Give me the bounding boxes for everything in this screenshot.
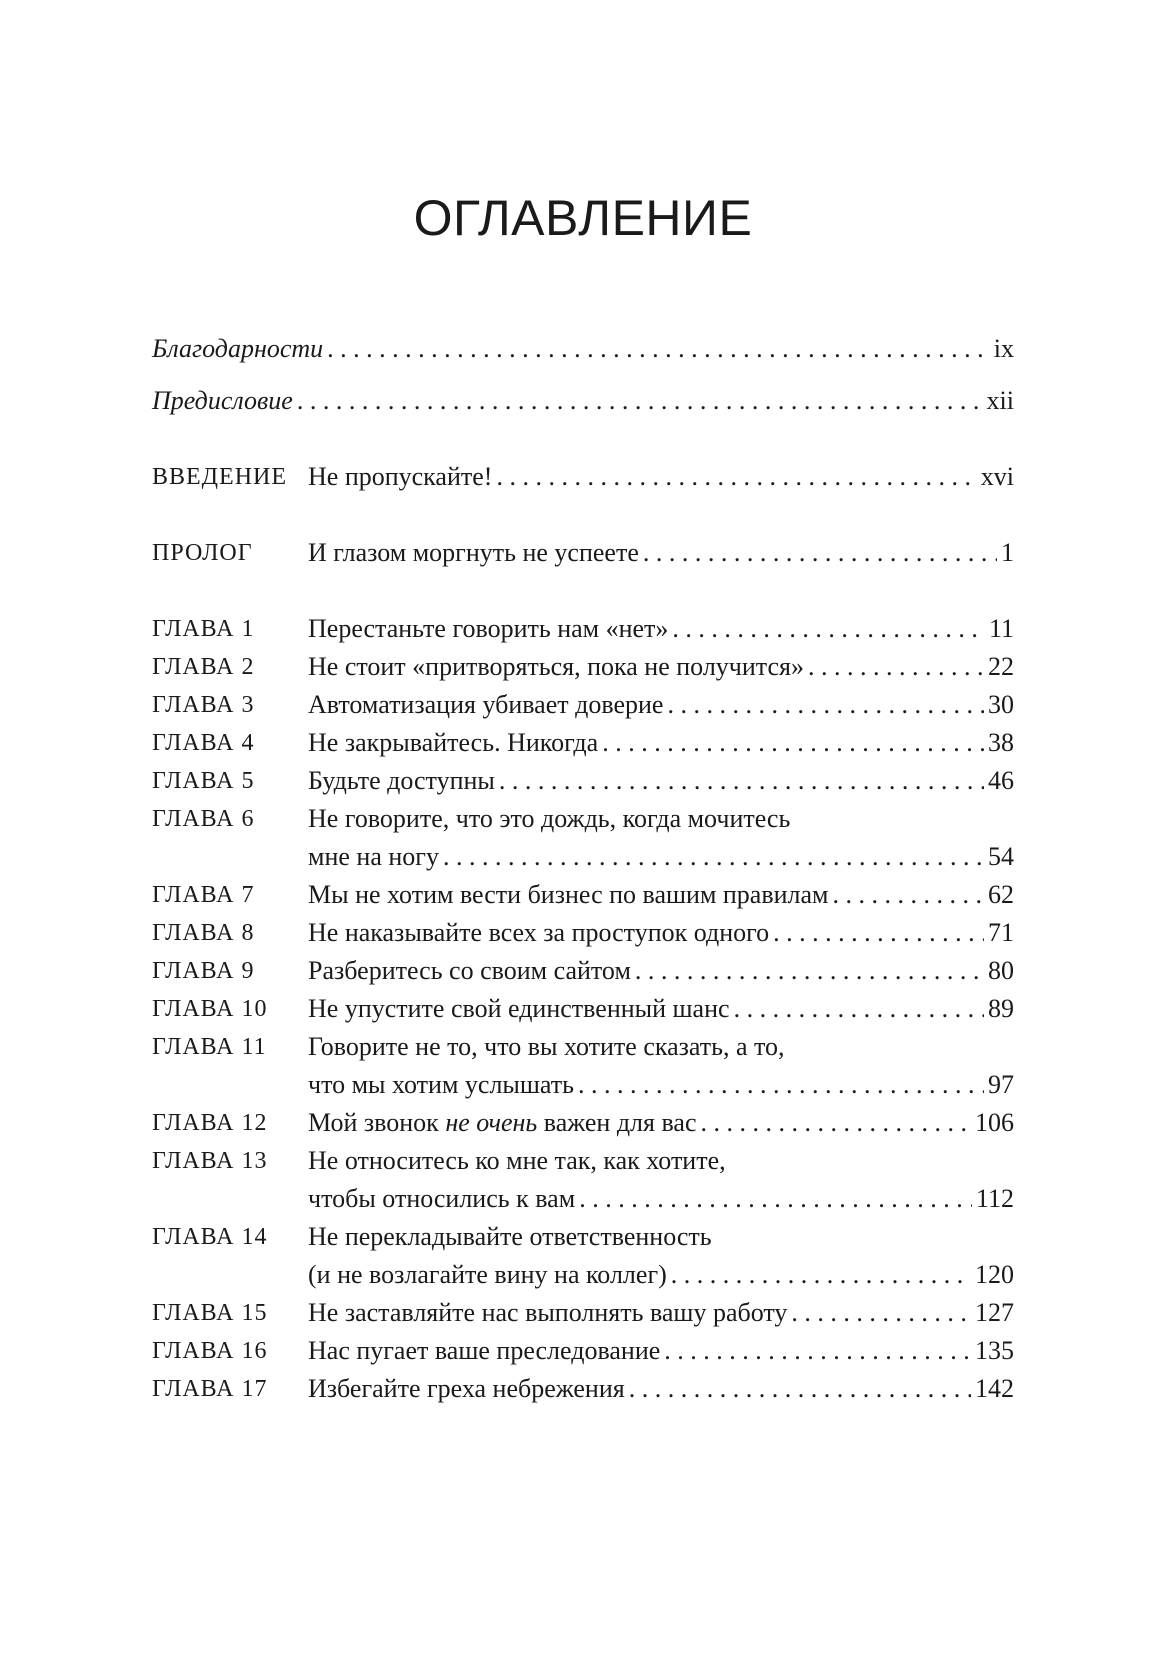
toc-entry-label: ГЛАВА 14 — [152, 1224, 268, 1250]
toc-entry-page: 97 — [988, 1070, 1014, 1099]
toc-entry-title-line1: Говорите не то, что вы хотите сказать, а то, — [308, 1032, 785, 1061]
dot-leader — [667, 688, 984, 722]
dot-leader — [496, 460, 976, 494]
toc-entry-chapter-6[interactable] — [152, 802, 1014, 836]
toc-entry-title-line1: Не перекладывайте ответственность — [308, 1222, 712, 1251]
toc-entry-prologue[interactable] — [152, 536, 1014, 570]
dot-leader — [671, 1258, 971, 1292]
toc-entry-label: ГЛАВА 5 — [152, 768, 255, 794]
toc-entry-label: ГЛАВА 4 — [152, 730, 255, 756]
dot-leader — [808, 650, 984, 684]
toc-entry-title: (и не возлагайте вину на коллег) — [308, 1260, 667, 1289]
toc-entry-page: 80 — [988, 956, 1014, 985]
toc-entry-chapter-4[interactable] — [152, 726, 1014, 760]
toc-entry-title: Не стоит «притворяться, пока не получится» — [308, 652, 804, 681]
toc-entry-page: 127 — [975, 1298, 1014, 1327]
toc-entry-title: Предисловие — [152, 386, 293, 415]
toc-entry-label: ГЛАВА 15 — [152, 1300, 268, 1326]
toc-entry-chapter-15[interactable] — [152, 1296, 1014, 1330]
toc-entry-title: Будьте доступны — [308, 766, 495, 795]
dot-leader — [672, 612, 985, 646]
dot-leader — [579, 1182, 972, 1216]
toc-entry-chapter-13[interactable] — [152, 1144, 1014, 1178]
toc-entry-label: ГЛАВА 13 — [152, 1148, 268, 1174]
toc-entry-label: ГЛАВА 3 — [152, 692, 255, 718]
toc-entry-chapter-7[interactable] — [152, 878, 1014, 912]
toc-entry-title: Нас пугает ваше преследование — [308, 1336, 661, 1365]
toc-title-emphasis: не очень — [445, 1108, 538, 1137]
toc-entry-chapter-8[interactable] — [152, 916, 1014, 950]
toc-entry-title: чтобы относились к вам — [308, 1184, 576, 1213]
toc-entry-label: ВВЕДЕНИЕ — [152, 464, 288, 490]
toc-entry-label: ГЛАВА 11 — [152, 1034, 267, 1060]
dot-leader — [643, 536, 997, 570]
toc-entry-chapter-10[interactable] — [152, 992, 1014, 1026]
toc-entry-label: ГЛАВА 10 — [152, 996, 268, 1022]
toc-entry-title: Мы не хотим вести бизнес по вашим правилам — [308, 880, 829, 909]
toc-entry-chapter-6-cont[interactable] — [152, 840, 1014, 874]
toc-entry-label: ПРОЛОГ — [152, 540, 253, 566]
dot-leader — [629, 1372, 971, 1406]
toc-entry-chapter-14[interactable] — [152, 1220, 1014, 1254]
dot-leader — [327, 332, 990, 366]
toc-entry-page: 38 — [988, 728, 1014, 757]
toc-entry-chapter-11[interactable] — [152, 1030, 1014, 1064]
toc-entry-title-line1: Не говорите, что это дождь, когда мочитесь — [308, 804, 791, 833]
toc-entry-page: 11 — [988, 614, 1014, 643]
toc-entry-page: 112 — [975, 1184, 1014, 1213]
toc-entry-page: 22 — [988, 652, 1014, 681]
toc-entry-page: xvi — [980, 462, 1014, 491]
toc-entry-page: 135 — [975, 1336, 1014, 1365]
toc-entry-title: Не упустите свой единственный шанс — [308, 994, 730, 1023]
toc-entry-chapter-5[interactable] — [152, 764, 1014, 798]
toc-entry-page: 54 — [988, 842, 1014, 871]
toc-entry-page: 142 — [975, 1374, 1014, 1403]
toc-entry-label: ГЛАВА 2 — [152, 654, 255, 680]
toc-entry-chapter-12[interactable] — [152, 1106, 1014, 1140]
toc-entry-label: ГЛАВА 9 — [152, 958, 255, 984]
toc-entry-chapter-9[interactable] — [152, 954, 1014, 988]
toc-entry-title: И глазом моргнуть не успеете — [308, 538, 639, 567]
toc-entry-chapter-16[interactable] — [152, 1334, 1014, 1368]
toc-entry-chapter-14-cont[interactable] — [152, 1258, 1014, 1292]
toc-entry-chapter-17[interactable] — [152, 1372, 1014, 1406]
toc-entry-page: xii — [986, 386, 1014, 415]
dot-leader — [578, 1068, 984, 1102]
toc-entry-label: ГЛАВА 8 — [152, 920, 255, 946]
toc-title-part: Мой звонок — [308, 1108, 446, 1137]
toc-entry-chapter-3[interactable] — [152, 688, 1014, 722]
dot-leader — [602, 726, 984, 760]
toc-entry-page: ix — [993, 334, 1014, 363]
toc-entry-label: ГЛАВА 17 — [152, 1376, 268, 1402]
toc-entry-title: Автоматизация убивает доверие — [308, 690, 664, 719]
dot-leader — [443, 840, 984, 874]
page-title: ОГЛАВЛЕНИЕ — [413, 190, 753, 246]
dot-leader — [664, 1334, 971, 1368]
toc-entry-title-line1: Не относитесь ко мне так, как хотите, — [308, 1146, 726, 1175]
toc-entry-label: ГЛАВА 1 — [152, 616, 255, 642]
toc-entry-page: 46 — [988, 766, 1014, 795]
toc-entry-page: 1 — [1001, 538, 1014, 567]
toc-entry-page: 120 — [975, 1260, 1014, 1289]
toc-entry-preface[interactable] — [152, 384, 1014, 418]
toc-entry-acknowledgements[interactable] — [152, 332, 1014, 366]
toc-entry-title: мне на ногу — [308, 842, 439, 871]
dot-leader — [499, 764, 984, 798]
dot-leader — [701, 1106, 972, 1140]
toc-entry-chapter-1[interactable] — [152, 612, 1014, 646]
toc-entry-title: Не заставляйте нас выполнять вашу работу — [308, 1298, 788, 1327]
toc-entry-title: Не наказывайте всех за проступок одного — [308, 918, 770, 947]
toc-entry-title — [308, 1106, 697, 1140]
toc-entry-label: ГЛАВА 12 — [152, 1110, 268, 1136]
toc-entry-title: Перестаньте говорить нам «нет» — [308, 614, 669, 643]
toc-entry-label: ГЛАВА 7 — [152, 882, 255, 908]
toc-entry-page: 71 — [988, 918, 1014, 947]
toc-entry-title: Не пропускайте! — [308, 462, 493, 491]
toc-entry-chapter-13-cont[interactable] — [152, 1182, 1014, 1216]
toc-entry-chapter-11-cont[interactable] — [152, 1068, 1014, 1102]
dot-leader — [833, 878, 984, 912]
toc-entry-page: 106 — [975, 1108, 1014, 1137]
dot-leader — [791, 1296, 971, 1330]
toc-entry-page: 62 — [988, 880, 1014, 909]
toc-entry-title: что мы хотим услышать — [308, 1070, 575, 1099]
toc-entry-title: Избегайте греха небрежения — [308, 1374, 625, 1403]
dot-leader — [773, 916, 984, 950]
toc-entry-title: Благодарности — [152, 334, 324, 363]
toc-entry-label: ГЛАВА 16 — [152, 1338, 268, 1364]
toc-entry-title: Разберитесь со своим сайтом — [308, 956, 631, 985]
toc-entry-title: Не закрывайтесь. Никогда — [308, 728, 599, 757]
dot-leader — [734, 992, 984, 1026]
toc-entry-page: 89 — [988, 994, 1014, 1023]
toc-entry-chapter-2[interactable] — [152, 650, 1014, 684]
dot-leader — [297, 384, 983, 418]
dot-leader — [635, 954, 984, 988]
toc-entry-introduction[interactable] — [152, 460, 1014, 494]
toc-title-part: важен для вас — [537, 1108, 697, 1137]
toc-entry-page: 30 — [988, 690, 1014, 719]
toc-entry-label: ГЛАВА 6 — [152, 806, 255, 832]
